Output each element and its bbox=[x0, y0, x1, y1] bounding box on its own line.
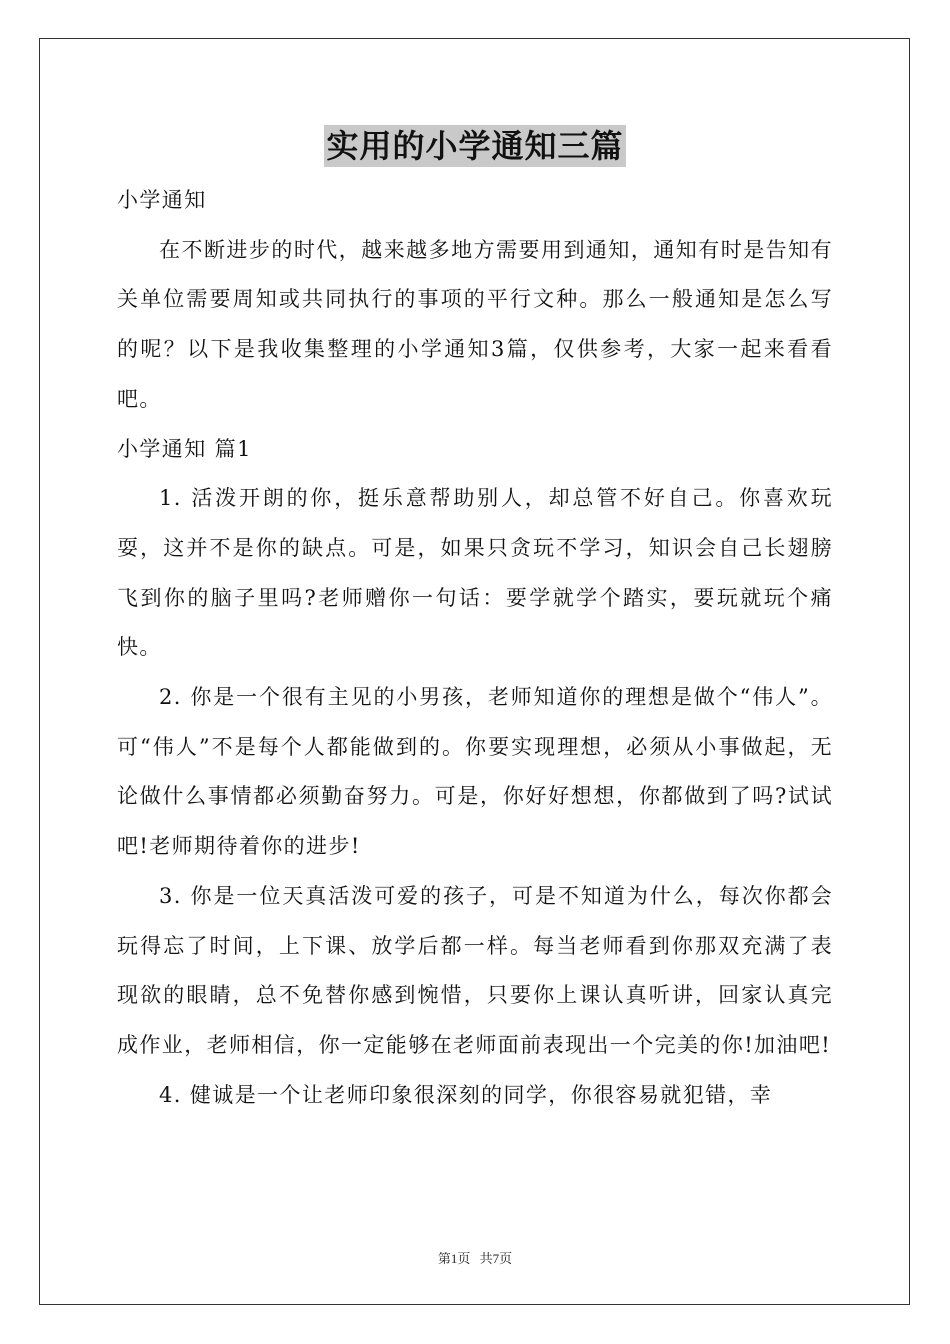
paragraph: 小学通知 bbox=[117, 188, 207, 212]
paragraph: 4. 健诚是一个让老师印象很深刻的同学，你很容易就犯错，幸 bbox=[159, 1082, 773, 1107]
page-number: 第1页 bbox=[437, 1251, 471, 1266]
page-footer bbox=[0, 1248, 950, 1267]
paragraph: 2. 你是一个很有主见的小男孩，老师知道你的理想是做个“伟人”。可“伟人”不是每个人都能做到的。你要实现理想，必须从小事做起，无论做什么事情都必须勤奋努力。可是，你好好想想，你都做到了吗?试试吧!老师期待着你的进步! bbox=[117, 685, 833, 859]
document-body bbox=[117, 176, 833, 1120]
document-title: 实用的小学通知三篇 bbox=[326, 127, 624, 165]
section-heading: 小学通知 篇1 bbox=[117, 436, 252, 461]
paragraph: 1. 活泼开朗的你，挺乐意帮助别人，却总管不好自己。你喜欢玩耍，这并不是你的缺点。可是，如果只贪玩不学习，知识会自己长翅膀飞到你的脑子里吗?老师赠你一句话：要学就学个踏实，要玩就玩个痛快。 bbox=[117, 486, 833, 660]
page-total: 共7页 bbox=[479, 1251, 513, 1266]
paragraph: 在不断进步的时代，越来越多地方需要用到通知，通知有时是告知有关单位需要周知或共同执行的事项的平行文种。那么一般通知是怎么写的呢？以下是我收集整理的小学通知3篇，仅供参考，大家一起来看看吧。 bbox=[117, 237, 833, 411]
paragraph: 3. 你是一位天真活泼可爱的孩子，可是不知道为什么，每次你都会玩得忘了时间，上下课、放学后都一样。每当老师看到你那双充满了表现欲的眼睛，总不免替你感到惋惜，只要你上课认真听讲，回家认真完成作业，老师相信，你一定能够在老师面前表现出一个完美的你!加油吧! bbox=[117, 883, 833, 1057]
title-container bbox=[0, 125, 950, 167]
